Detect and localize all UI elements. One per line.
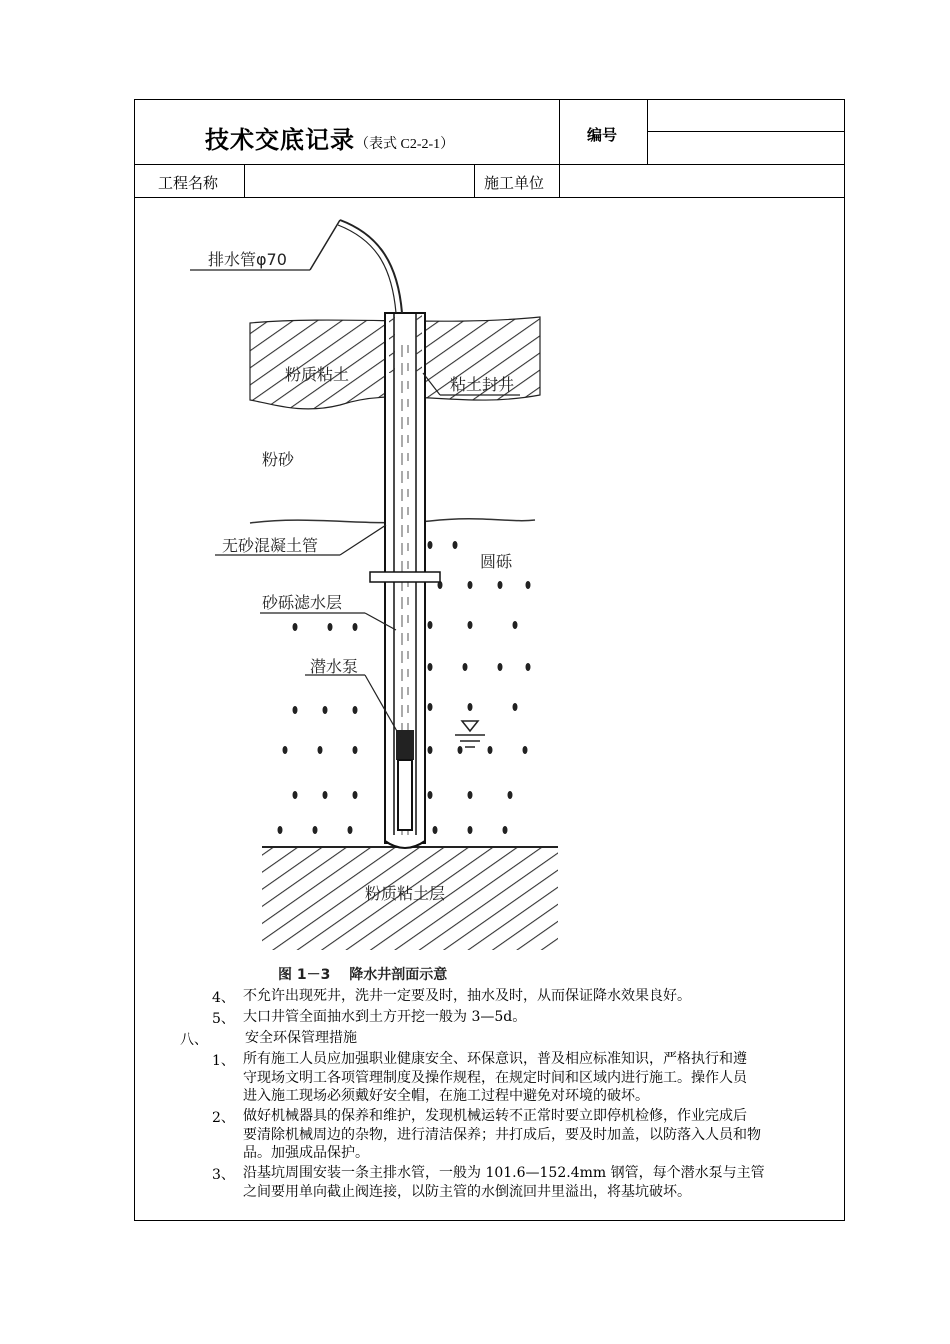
number-cell-border: [647, 99, 648, 165]
item4-text: 不允许出现死井，洗井一定要及时，抽水及时，从而保证降水效果良好。: [243, 988, 691, 1004]
s2-line: 品。加强成品保护。: [243, 1145, 369, 1161]
figure-caption: 图 1－3 降水井剖面示意: [278, 967, 448, 983]
s1-paragraph: [243, 1050, 747, 1106]
s2-line: 做好机械器具的保养和维护，发现机械运转不正常时要立即停机检修，作业完成后: [243, 1108, 747, 1124]
label-drain-pipe: 排水管φ70: [208, 250, 287, 269]
label-gravel: 圆砾: [480, 552, 513, 571]
form-title: [205, 120, 454, 155]
label-no-sand-pipe: 无砂混凝土管: [222, 536, 319, 555]
item5-number: 5、: [212, 1011, 235, 1027]
s3-number: 3、: [212, 1167, 235, 1183]
dewatering-well-diagram: [140, 205, 560, 985]
s3-line: 之间要用单向截止阀连接，以防主管的水倒流回井里溢出，将基坑破坏。: [243, 1183, 691, 1200]
item5-text: 大口井管全面抽水到土方开挖一般为 3—5d。: [243, 1009, 527, 1025]
label-filter-layer: 砂砾滤水层: [262, 593, 343, 612]
info-row-divider: [134, 197, 845, 198]
title-right-border: [559, 99, 560, 197]
header-divider: [134, 164, 845, 165]
item4-number: 4、: [212, 990, 235, 1006]
section8-title: 安全环保管理措施: [245, 1030, 357, 1046]
water-table-symbol: [455, 721, 485, 747]
project-name-border: [244, 164, 245, 197]
s3-paragraph: [243, 1164, 765, 1201]
project-name-label: 工程名称: [158, 176, 219, 192]
label-silty-sand: 粉砂: [262, 450, 295, 469]
s2-paragraph: [243, 1107, 761, 1163]
label-silty-clay-top: 粉质粘土: [285, 365, 350, 384]
label-silty-clay-bottom: 粉质粘土层: [365, 884, 446, 903]
number-cell-divider: [647, 131, 845, 132]
s1-number: 1、: [212, 1053, 235, 1069]
label-pump: 潜水泵: [310, 657, 359, 676]
s1-line: 守现场文明工各项管理制度及操作规程，在规定时间和区域内进行施工。操作人员: [243, 1069, 747, 1086]
contractor-label: 施工单位: [484, 176, 545, 192]
label-clay-seal: 粘土封井: [450, 375, 515, 394]
number-label: 编号: [587, 126, 618, 144]
title-text: 技术交底记录: [205, 126, 355, 154]
contractor-label-border: [474, 164, 475, 197]
s2-number: 2、: [212, 1110, 235, 1126]
form-code: （表式 C2-2-1）: [355, 137, 455, 152]
s3-line: 沿基坑周围安装一条主排水管，一般为 101.6—152.4mm 钢管，每个潜水泵与主管: [243, 1165, 765, 1181]
submersible-pump: [396, 730, 414, 830]
s1-line: 进入施工现场必须戴好安全帽，在施工过程中避免对环境的破坏。: [243, 1088, 649, 1104]
s2-line: 要清除机械周边的杂物，进行清洁保养；井打成后，要及时加盖，以防落入人员和物: [243, 1126, 761, 1143]
section8-number: 八、: [180, 1032, 208, 1048]
drain-pipe: [340, 220, 402, 313]
s1-line: 所有施工人员应加强职业健康安全、环保意识，普及相应标准知识，严格执行和遵: [243, 1051, 747, 1067]
